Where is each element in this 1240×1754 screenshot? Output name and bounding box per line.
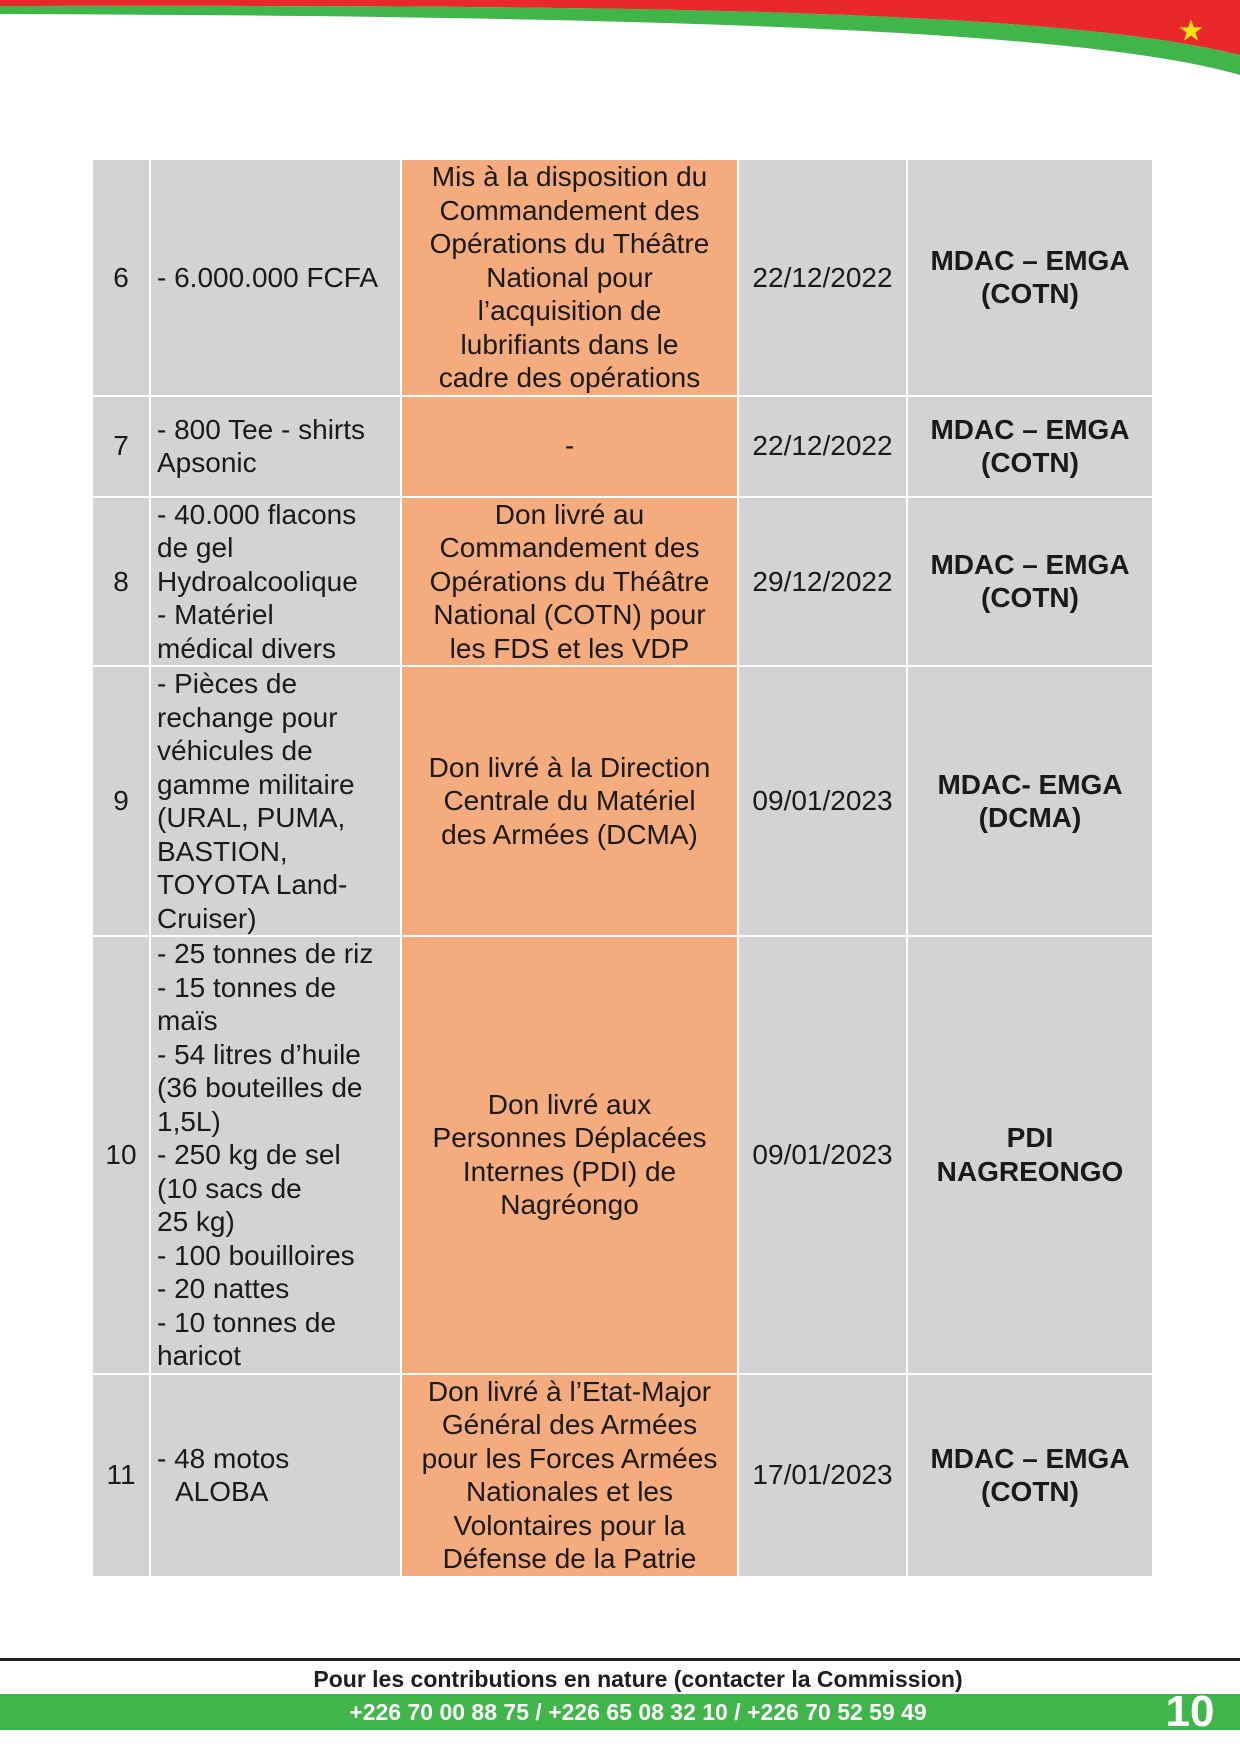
beneficiary-line: (COTN) bbox=[981, 1476, 1079, 1507]
items-cell bbox=[150, 497, 401, 667]
item-line: - 6.000.000 FCFA bbox=[157, 261, 379, 293]
destination-line: Centrale du Matériel bbox=[443, 785, 696, 817]
item-line: 25 kg) bbox=[157, 1206, 235, 1237]
item-line: TOYOTA Land- bbox=[157, 869, 348, 900]
item-line: - Matériel bbox=[157, 599, 274, 630]
date-cell: 29/12/2022 bbox=[738, 497, 907, 667]
destination-line: Commandement des bbox=[439, 194, 700, 226]
destination-line: cadre des opérations bbox=[438, 362, 701, 393]
beneficiary-line: (COTN) bbox=[981, 582, 1079, 614]
table-row bbox=[92, 159, 1153, 396]
beneficiary-line: NAGREONGO bbox=[936, 1155, 1124, 1187]
destination-line: Internes (PDI) de bbox=[462, 1155, 677, 1187]
destination-line: les FDS et les VDP bbox=[449, 632, 690, 664]
items-cell bbox=[150, 396, 401, 497]
item-line: - 54 litres d’huile bbox=[157, 1038, 361, 1070]
table-row bbox=[92, 1374, 1153, 1577]
table-row bbox=[92, 666, 1153, 936]
item-line: - 48 motos bbox=[157, 1442, 290, 1474]
item-line: gamme militaire bbox=[157, 768, 355, 800]
item-line: - Pièces de bbox=[157, 668, 298, 699]
beneficiary-line: MDAC – EMGA bbox=[930, 548, 1130, 580]
table-row bbox=[92, 396, 1153, 497]
item-line: 1,5L) bbox=[157, 1105, 221, 1137]
destination-line: Don livré aux bbox=[487, 1088, 652, 1120]
item-line: de gel bbox=[157, 532, 234, 563]
item-line: (10 sacs de bbox=[157, 1172, 302, 1204]
item-line: rechange pour bbox=[157, 701, 338, 733]
item-line: maïs bbox=[157, 1005, 218, 1036]
beneficiary-line: (COTN) bbox=[981, 447, 1079, 478]
item-line: - 250 kg de sel bbox=[157, 1139, 341, 1170]
item-line: - 15 tonnes de bbox=[157, 971, 337, 1003]
row-number: 10 bbox=[92, 936, 150, 1374]
date-cell: 22/12/2022 bbox=[738, 396, 907, 497]
destination-line: National pour bbox=[486, 261, 653, 293]
item-line: - 100 bouilloires bbox=[157, 1239, 355, 1271]
star-icon bbox=[1178, 18, 1204, 44]
beneficiary-cell bbox=[907, 936, 1153, 1374]
date-cell: 22/12/2022 bbox=[738, 159, 907, 396]
beneficiary-cell bbox=[907, 159, 1153, 396]
flag-banner bbox=[0, 0, 1240, 90]
destination-line: lubrifiants dans le bbox=[460, 328, 679, 360]
row-number: 8 bbox=[92, 497, 150, 667]
footer-divider bbox=[0, 1658, 1240, 1661]
footer-bar bbox=[0, 1687, 1240, 1736]
item-line: ALOBA bbox=[175, 1476, 269, 1507]
item-line: Cruiser) bbox=[157, 902, 257, 934]
destination-line: pour les Forces Armées bbox=[421, 1442, 718, 1474]
item-line: médical divers bbox=[157, 632, 336, 664]
destination-line: - bbox=[564, 430, 575, 462]
destination-line: Général des Armées bbox=[441, 1409, 698, 1440]
item-line: - 10 tonnes de bbox=[157, 1306, 337, 1338]
page-number: 10 bbox=[1165, 1687, 1215, 1736]
item-line: - 25 tonnes de riz bbox=[157, 938, 374, 969]
date-cell: 09/01/2023 bbox=[738, 936, 907, 1374]
beneficiary-line: MDAC – EMGA bbox=[930, 1442, 1130, 1474]
row-number: 9 bbox=[92, 666, 150, 936]
destination-line: Mis à la disposition du bbox=[431, 161, 708, 192]
destination-line: Commandement des bbox=[439, 532, 700, 563]
item-line: BASTION, bbox=[157, 835, 288, 867]
destination-cell bbox=[401, 1374, 738, 1577]
destination-line: Défense de la Patrie bbox=[442, 1543, 697, 1574]
destination-line: Nagréongo bbox=[500, 1189, 639, 1221]
destination-line: des Armées (DCMA) bbox=[441, 818, 698, 850]
items-cell bbox=[150, 936, 401, 1374]
item-line: - 800 Tee - shirts bbox=[157, 413, 366, 445]
table-row bbox=[92, 497, 1153, 667]
table-row bbox=[92, 936, 1153, 1374]
beneficiary-cell bbox=[907, 1374, 1153, 1577]
items-cell bbox=[150, 1374, 401, 1577]
footer-title: Pour les contributions en nature (contacter la Commission) bbox=[313, 1666, 963, 1692]
destination-line: Personnes Déplacées bbox=[432, 1122, 707, 1154]
items-cell bbox=[150, 159, 401, 396]
destination-line: Opérations du Théâtre bbox=[429, 228, 710, 259]
destination-cell bbox=[401, 497, 738, 667]
item-line: - 20 nattes bbox=[157, 1273, 290, 1304]
destination-cell bbox=[401, 159, 738, 396]
contributions-table bbox=[91, 158, 1154, 1578]
item-line: haricot bbox=[157, 1340, 242, 1371]
item-line: (36 bouteilles de bbox=[157, 1072, 363, 1103]
beneficiary-line: (DCMA) bbox=[978, 802, 1082, 833]
beneficiary-line: PDI bbox=[1006, 1122, 1054, 1154]
destination-line: Nationales et les bbox=[465, 1476, 673, 1507]
row-number: 11 bbox=[92, 1374, 150, 1577]
item-line: véhicules de bbox=[157, 735, 313, 766]
date-cell: 17/01/2023 bbox=[738, 1374, 907, 1577]
destination-cell bbox=[401, 936, 738, 1374]
row-number: 7 bbox=[92, 396, 150, 497]
destination-cell bbox=[401, 666, 738, 936]
beneficiary-line: MDAC – EMGA bbox=[930, 244, 1130, 276]
beneficiary-cell bbox=[907, 666, 1153, 936]
destination-line: Don livré à l’Etat-Major bbox=[427, 1375, 712, 1407]
beneficiary-line: (COTN) bbox=[981, 278, 1079, 310]
row-number: 6 bbox=[92, 159, 150, 396]
item-line: - 40.000 flacons bbox=[157, 498, 357, 530]
date-cell: 09/01/2023 bbox=[738, 666, 907, 936]
footer-phone-numbers: +226 70 00 88 75 / +226 65 08 32 10 / +226 70 52 59 49 bbox=[349, 1699, 927, 1725]
beneficiary-cell bbox=[907, 396, 1153, 497]
item-line: (URAL, PUMA, bbox=[157, 802, 346, 833]
destination-cell bbox=[401, 396, 738, 497]
destination-line: Don livré à la Direction bbox=[428, 751, 711, 783]
beneficiary-line: MDAC- EMGA bbox=[937, 768, 1123, 800]
beneficiary-line: MDAC – EMGA bbox=[930, 413, 1130, 445]
item-line: Hydroalcoolique bbox=[157, 565, 358, 597]
destination-line: l’acquisition de bbox=[477, 295, 662, 326]
items-cell bbox=[150, 666, 401, 936]
destination-line: National (COTN) pour bbox=[433, 599, 706, 630]
beneficiary-cell bbox=[907, 497, 1153, 667]
item-line: Apsonic bbox=[157, 447, 257, 478]
destination-line: Opérations du Théâtre bbox=[429, 565, 710, 597]
destination-line: Don livré au bbox=[494, 498, 645, 530]
destination-line: Volontaires pour la bbox=[453, 1509, 686, 1541]
